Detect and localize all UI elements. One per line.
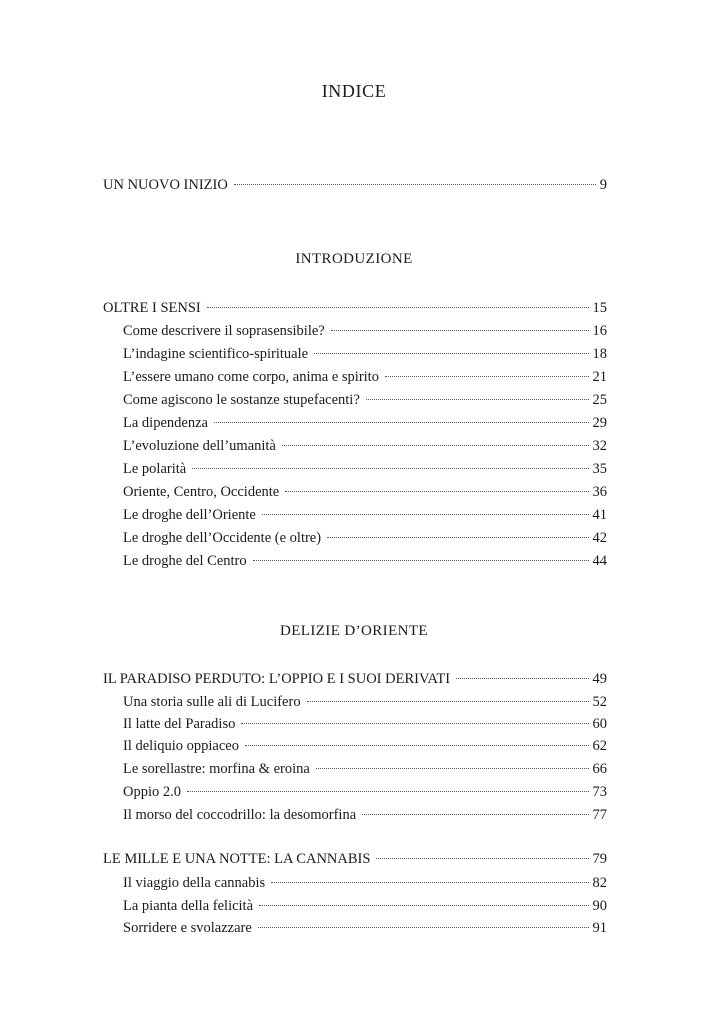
dot-leader — [214, 422, 589, 423]
toc-entry-page: 73 — [592, 784, 607, 800]
dot-leader — [241, 723, 588, 724]
toc-entry-page: 44 — [592, 553, 607, 569]
toc-item[interactable] — [123, 390, 607, 411]
toc-entry-label: Una storia sulle ali di Lucifero — [123, 694, 301, 710]
dot-leader — [271, 882, 588, 883]
toc-item[interactable] — [123, 873, 607, 894]
dot-leader — [282, 445, 589, 446]
toc-entry-page: 52 — [592, 694, 607, 710]
toc-entry-label: Oriente, Centro, Occidente — [123, 484, 280, 500]
toc-item[interactable] — [123, 482, 607, 503]
toc-entry-page: 36 — [592, 484, 607, 500]
toc-entry-label: L’evoluzione dell’umanità — [123, 438, 276, 454]
dot-leader — [187, 791, 589, 792]
toc-entry-page: 9 — [599, 177, 607, 193]
toc-entry-label: IL PARADISO PERDUTO: L’OPPIO E I SUOI DERIVATI — [103, 671, 451, 687]
toc-entry-page: 62 — [592, 738, 607, 754]
toc-entry-page: 41 — [592, 507, 607, 523]
toc-entry-label: Come agiscono le sostanze stupefacenti? — [123, 392, 360, 408]
toc-item[interactable] — [123, 505, 607, 526]
toc-item[interactable] — [123, 367, 607, 388]
toc-entry-label: OLTRE I SENSI — [103, 300, 201, 316]
toc-item[interactable] — [123, 759, 607, 780]
toc-item[interactable] — [123, 459, 607, 480]
toc-entry-label: L’indagine scientifico-spirituale — [123, 346, 309, 362]
toc-entry-label: Come descrivere il soprasensibile? — [123, 323, 325, 339]
toc-entry-label: Il latte del Paradiso — [123, 716, 236, 732]
toc-entry-page: 18 — [592, 346, 607, 362]
dot-leader — [245, 745, 589, 746]
toc-item[interactable] — [123, 805, 607, 826]
dot-leader — [316, 768, 589, 769]
dot-leader — [456, 678, 588, 679]
toc-entry-page: 16 — [592, 323, 607, 339]
toc-entry-label: Sorridere e svolazzare — [123, 920, 252, 936]
toc-entry-label: La pianta della felicità — [123, 898, 254, 914]
toc-entry-label: La dipendenza — [123, 415, 208, 431]
toc-item[interactable] — [123, 413, 607, 434]
toc-entry-label: Il deliquio oppiaceo — [123, 738, 239, 754]
section-heading-introduzione: INTRODUZIONE — [295, 251, 413, 267]
dot-leader — [258, 927, 589, 928]
toc-item[interactable] — [123, 736, 607, 757]
toc-item[interactable] — [123, 436, 607, 457]
toc-entry-un-nuovo-inizio[interactable] — [103, 175, 607, 196]
toc-entry-label: Oppio 2.0 — [123, 784, 181, 800]
toc-entry-label: Il viaggio della cannabis — [123, 875, 266, 891]
toc-entry-label: Le droghe dell’Oriente — [123, 507, 256, 523]
toc-chapter-le-mille-e-una-notte[interactable] — [103, 849, 607, 870]
toc-entry-page: 91 — [592, 920, 607, 936]
dot-leader — [385, 376, 589, 377]
dot-leader — [314, 353, 588, 354]
dot-leader — [307, 701, 589, 702]
toc-entry-label: Le droghe del Centro — [123, 553, 247, 569]
toc-item[interactable] — [123, 692, 607, 713]
toc-entry-label: Le polarità — [123, 461, 187, 477]
toc-item[interactable] — [123, 896, 607, 917]
toc-entry-label: Le sorellastre: morfina & eroina — [123, 761, 310, 777]
dot-leader — [327, 537, 588, 538]
toc-item[interactable] — [123, 782, 607, 803]
toc-entry-label: UN NUOVO INIZIO — [103, 177, 228, 193]
dot-leader — [207, 307, 589, 308]
toc-entry-label: LE MILLE E UNA NOTTE: LA CANNABIS — [103, 851, 371, 867]
dot-leader — [285, 491, 588, 492]
toc-entry-label: Le droghe dell’Occidente (e oltre) — [123, 530, 322, 546]
toc-entry-page: 66 — [592, 761, 607, 777]
toc-chapter-il-paradiso-perduto[interactable] — [103, 669, 607, 690]
toc-item[interactable] — [123, 321, 607, 342]
toc-entry-page: 79 — [592, 851, 607, 867]
toc-item[interactable] — [123, 918, 607, 939]
dot-leader — [259, 905, 588, 906]
toc-entry-page: 15 — [592, 300, 607, 316]
page-title: INDICE — [321, 81, 387, 101]
toc-chapter-oltre-i-sensi[interactable] — [103, 298, 607, 319]
toc-entry-page: 77 — [592, 807, 607, 823]
toc-item[interactable] — [123, 551, 607, 572]
dot-leader — [366, 399, 589, 400]
toc-item[interactable] — [123, 714, 607, 735]
toc-entry-page: 49 — [592, 671, 607, 687]
dot-leader — [331, 330, 589, 331]
toc-item[interactable] — [123, 528, 607, 549]
dot-leader — [262, 514, 589, 515]
toc-entry-page: 32 — [592, 438, 607, 454]
dot-leader — [362, 814, 588, 815]
toc-entry-page: 90 — [592, 898, 607, 914]
toc-entry-page: 82 — [592, 875, 607, 891]
toc-entry-page: 21 — [592, 369, 607, 385]
section-heading-delizie-d-oriente: DELIZIE D’ORIENTE — [279, 623, 428, 639]
toc-entry-label: Il morso del coccodrillo: la desomorfina — [123, 807, 357, 823]
toc-entry-page: 35 — [592, 461, 607, 477]
toc-entry-label: L’essere umano come corpo, anima e spirito — [123, 369, 379, 385]
toc-item[interactable] — [123, 344, 607, 365]
toc-entry-page: 42 — [592, 530, 607, 546]
dot-leader — [192, 468, 588, 469]
toc-entry-page: 60 — [592, 716, 607, 732]
dot-leader — [376, 858, 588, 859]
dot-leader — [234, 184, 596, 185]
dot-leader — [253, 560, 589, 561]
toc-entry-page: 25 — [592, 392, 607, 408]
toc-entry-page: 29 — [592, 415, 607, 431]
